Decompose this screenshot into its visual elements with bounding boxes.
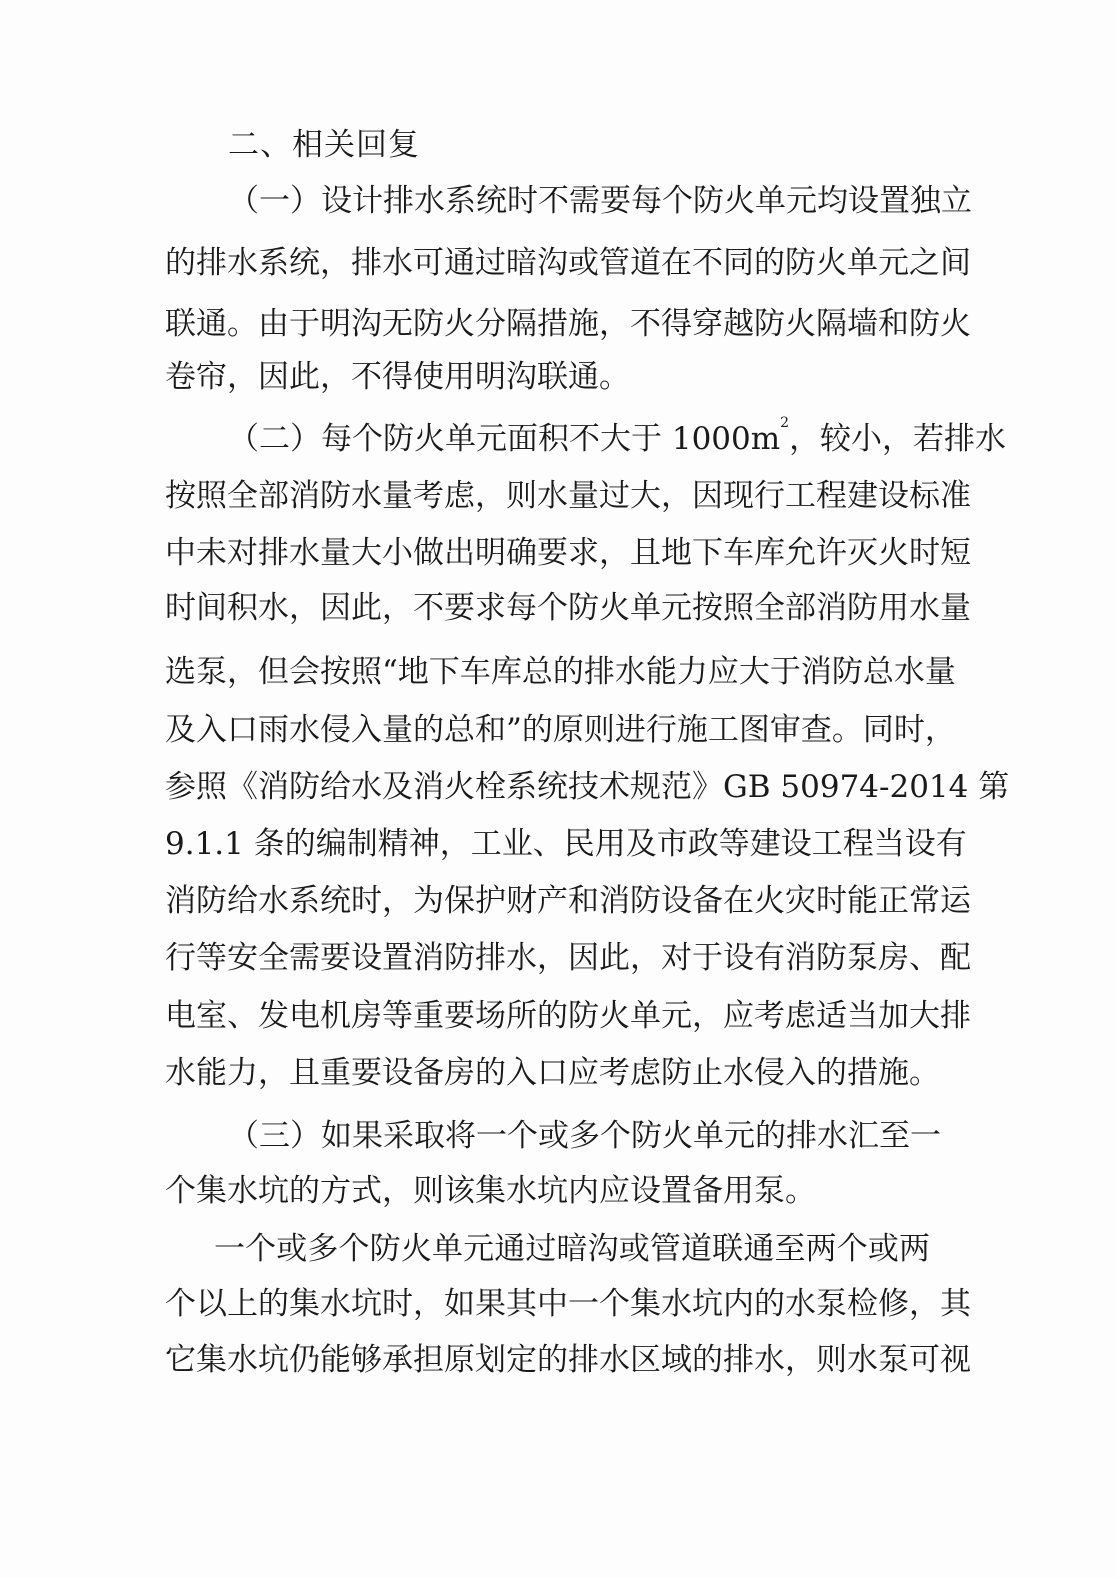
paragraph-line: 它集水坑仍能够承担原划定的排水区域的排水，则水泵可视 <box>165 1342 971 1378</box>
paragraph-line: 个以上的集水坑时，如果其中一个集水坑内的水泵检修，其 <box>165 1286 971 1322</box>
paragraph-line: 9.1.1 条的编制精神，工业、民用及市政等建设工程当设有 <box>165 826 967 862</box>
paragraph-line: 参照《消防给水及消火栓系统技术规范》GB 50974-2014 第 <box>165 769 1010 805</box>
paragraph-line: 选泵，但会按照“地下车库总的排水能力应大于消防总水量 <box>165 654 956 690</box>
paragraph-line: 中未对排水量大小做出明确要求，且地下车库允许灭火时短 <box>165 535 971 571</box>
paragraph-line: 消防给水系统时，为保护财产和消防设备在火灾时能正常运 <box>165 883 971 919</box>
paragraph-line: 个集水坑的方式，则该集水坑内应设置备用泵。 <box>165 1173 816 1209</box>
paragraph-line: 及入口雨水侵入量的总和”的原则进行施工图审查。同时， <box>165 712 956 748</box>
paragraph-line: （一）设计排水系统时不需要每个防火单元均设置独立 <box>228 183 972 219</box>
line-text: ，较小，若排水 <box>789 421 1007 457</box>
superscript: 2 <box>780 415 790 431</box>
paragraph-line: 行等安全需要设置消防排水，因此，对于设有消防泵房、配 <box>165 940 971 976</box>
paragraph-line: 时间积水，因此，不要求每个防火单元按照全部消防用水量 <box>165 590 971 626</box>
paragraph-line <box>228 412 1007 466</box>
paragraph-line: 按照全部消防水量考虑，则水量过大，因现行工程建设标准 <box>165 478 971 514</box>
line-text: （二）每个防火单元面积不大于 1000m <box>228 421 781 457</box>
paragraph-line: （三）如果采取将一个或多个防火单元的排水汇至一 <box>228 1118 941 1154</box>
paragraph-line: 一个或多个防火单元通过暗沟或管道联通至两个或两 <box>214 1231 930 1267</box>
paragraph-line: 卷帘，因此，不得使用明沟联通。 <box>165 359 630 395</box>
paragraph-line: 水能力，且重要设备房的入口应考虑防止水侵入的措施。 <box>165 1055 940 1091</box>
paragraph-line: 电室、发电机房等重要场所的防火单元，应考虑适当加大排 <box>165 998 971 1034</box>
paragraph-line: 联通。由于明沟无防火分隔措施，不得穿越防火隔墙和防火 <box>165 306 971 342</box>
paragraph-line: 的排水系统，排水可通过暗沟或管道在不同的防火单元之间 <box>165 245 971 281</box>
section-heading: 二、相关回复 <box>228 127 420 163</box>
